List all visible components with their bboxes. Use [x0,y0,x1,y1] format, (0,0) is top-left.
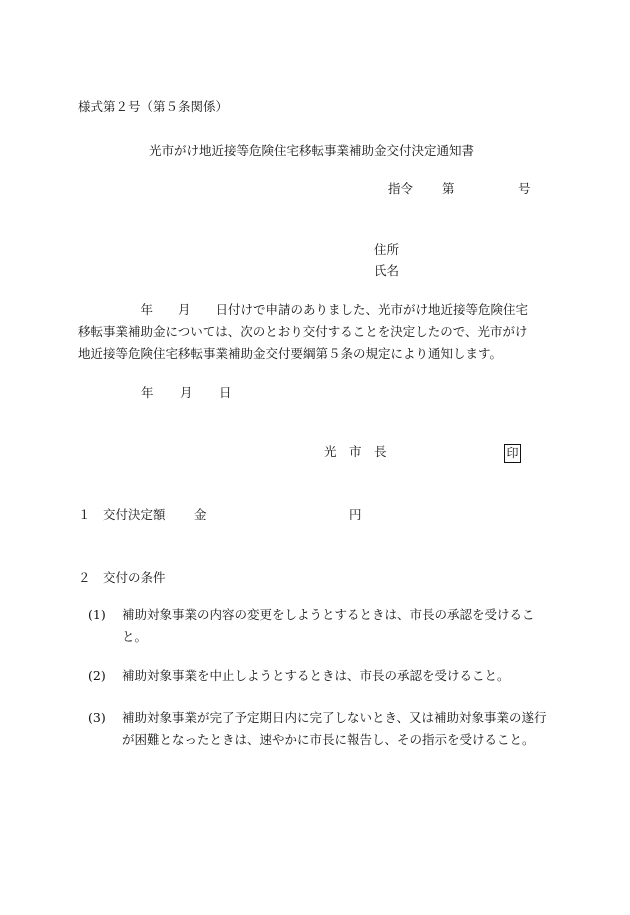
date-month: 月 [180,385,193,400]
name-label: 氏名 [374,263,400,278]
body-line-2: 移転事業補助金については、次のとおり交付することを決定したので、光市がけ [78,324,528,339]
section-1-unit: 円 [349,507,362,522]
body-line-3: 地近接等危険住宅移転事業補助金交付要綱第５条の規定により通知します。 [78,346,503,361]
body-line-1: 年 月 日付けで申請のありました、光市がけ地近接等危険住宅 [78,302,529,317]
date-day: 日 [219,385,232,400]
condition-3-number: (3) [88,710,106,725]
reference-prefix: 指令 [388,181,414,196]
condition-3 [88,707,558,751]
condition-2-number: (2) [88,668,106,683]
condition-2 [88,665,558,687]
issuer-label: 光 市 長 [324,444,387,459]
reference-go: 号 [518,181,531,196]
date-year: 年 [141,385,154,400]
condition-1 [88,604,558,648]
section-1-currency: 金 [194,507,207,522]
condition-1-number: (1) [88,607,106,622]
section-2-number: ２ [78,570,91,585]
condition-2-text: 補助対象事業を中止しようとするときは、市長の承認を受けること。 [122,668,510,683]
condition-1-text: 補助対象事業の内容の変更をしようとするときは、市長の承認を受けること。 [122,607,535,644]
condition-3-text: 補助対象事業が完了予定期日内に完了しないとき、又は補助対象事業の遂行が困難となったときは、速やかに市長に報告し、その指示を受けること。 [122,710,547,747]
address-label: 住所 [374,242,400,257]
seal-mark: 印 [504,444,521,463]
section-1-label: 交付決定額 [103,507,166,522]
section-2-label: 交付の条件 [103,570,166,585]
section-1-number: １ [78,507,91,522]
document-title: 光市がけ地近接等危険住宅移転事業補助金交付決定通知書 [149,143,475,158]
reference-dai: 第 [442,181,455,196]
form-number: 様式第２号（第５条関係） [78,99,229,114]
